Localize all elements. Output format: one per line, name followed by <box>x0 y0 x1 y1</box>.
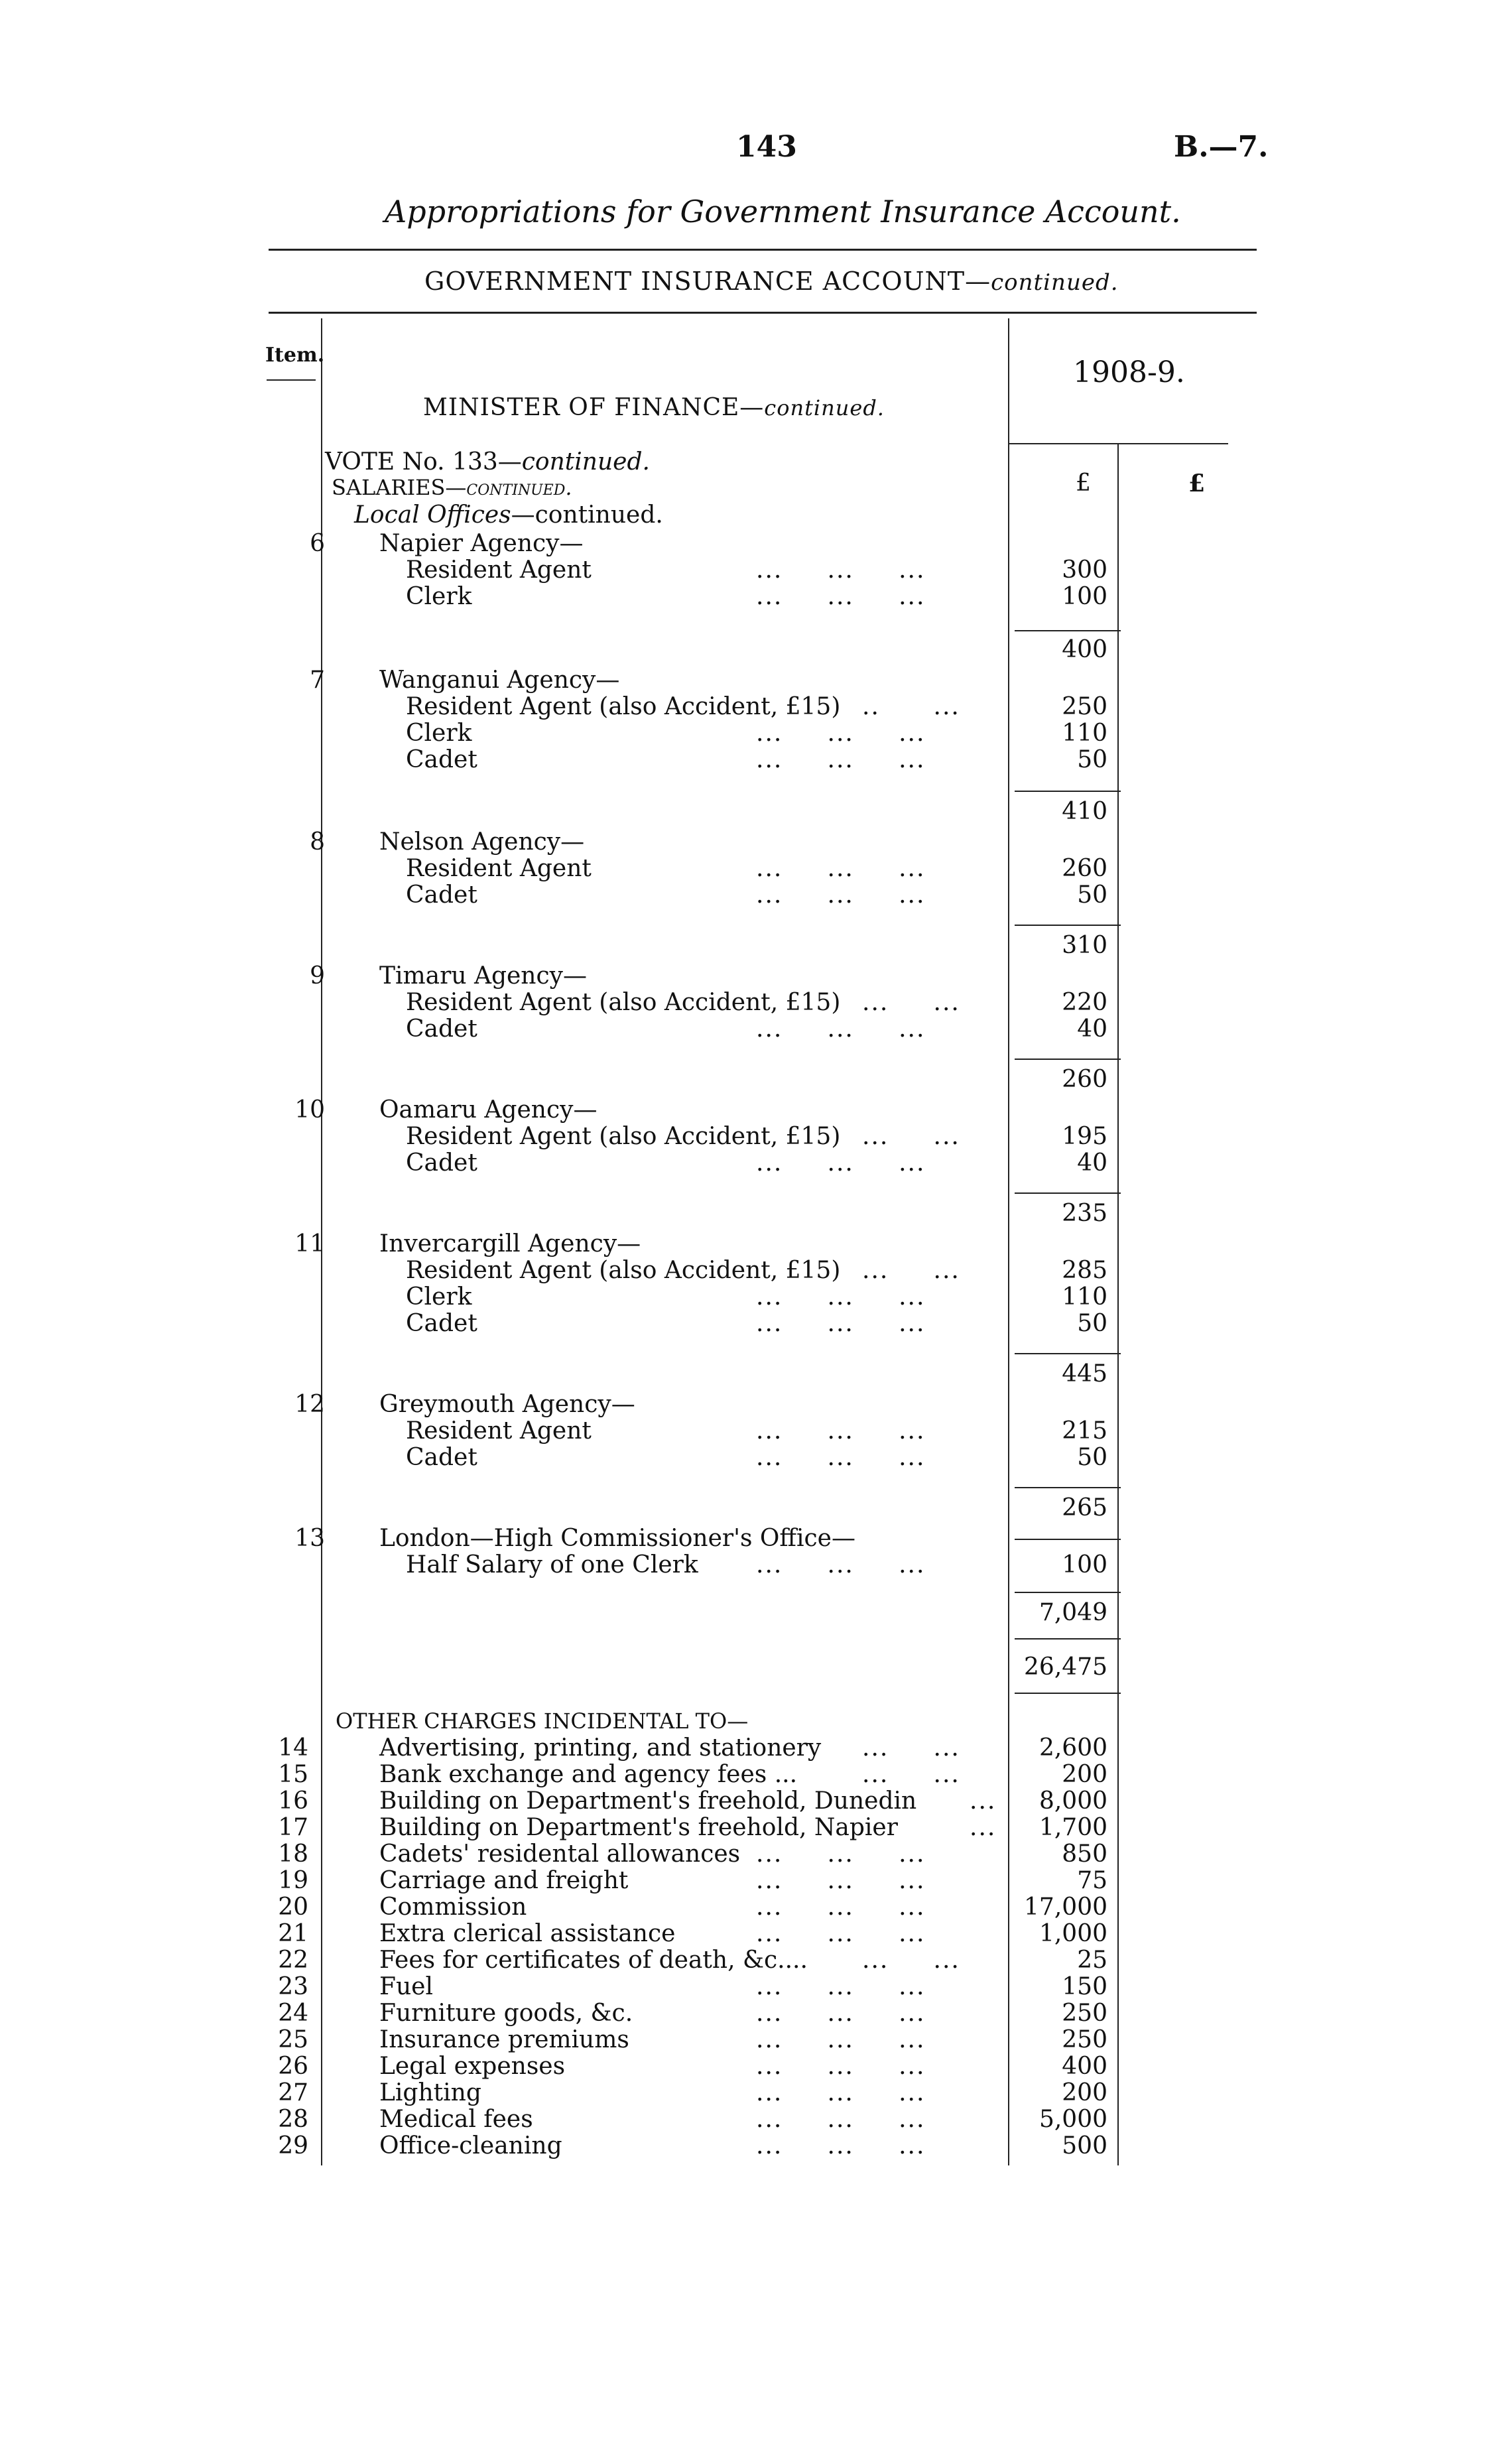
subtotal-rule <box>1015 630 1121 631</box>
row-label: Clerk <box>406 1283 472 1311</box>
charge-amount: 400 <box>1062 2053 1107 2080</box>
row-amount: 50 <box>1077 881 1107 909</box>
leader-dots: ... ... ... <box>756 855 926 882</box>
minister-heading-text: MINISTER OF FINANCE— <box>423 394 765 421</box>
row-label: Resident Agent (also Accident, £15) <box>406 693 841 720</box>
item-number: 11 <box>294 1230 325 1257</box>
subtotal-amount: 265 <box>1062 1494 1107 1521</box>
leader-dots: ... ... ... <box>756 1551 926 1578</box>
leader-dots: ... ... ... <box>756 1867 926 1894</box>
item-number: 20 <box>278 1894 308 1921</box>
subtotal-amount: 310 <box>1062 932 1107 959</box>
agency-name: Greymouth Agency— <box>379 1391 635 1418</box>
vote-heading-continued: continued. <box>521 448 650 476</box>
charge-label: Fuel <box>379 1973 433 2000</box>
item-number: 14 <box>278 1734 308 1762</box>
leader-dots: ... ... ... <box>756 2132 926 2159</box>
row-label: Cadet <box>406 1310 477 1337</box>
item-heading-rule <box>267 379 316 381</box>
agency-name: London—High Commissioner's Office— <box>379 1525 855 1552</box>
row-label: Resident Agent (also Accident, £15) <box>406 989 841 1016</box>
subtotal-rule <box>1015 925 1121 926</box>
leader-dots: ... ... ... <box>756 2026 926 2053</box>
salaries-heading <box>332 475 572 500</box>
leader-dots: ... ... ... <box>756 1444 926 1471</box>
item-number: 12 <box>294 1391 325 1418</box>
total-rule <box>1015 1638 1121 1640</box>
item-number: 26 <box>278 2053 308 2080</box>
leader-dots: ... ... ... <box>756 2053 926 2080</box>
other-charges-heading: OTHER CHARGES INCIDENTAL TO— <box>336 1708 749 1734</box>
row-rule <box>1015 1539 1121 1540</box>
leader-dots: ... ... ... <box>756 2106 926 2133</box>
charge-amount: 200 <box>1062 2079 1107 2106</box>
row-label: Resident Agent <box>406 855 592 882</box>
minister-heading-continued: continued. <box>764 395 885 420</box>
item-number: 6 <box>310 530 325 557</box>
leader-dots: ... ... ... <box>756 556 926 584</box>
charge-amount: 75 <box>1077 1867 1107 1894</box>
row-amount: 100 <box>1062 1551 1107 1578</box>
charge-label: Legal expenses <box>379 2053 566 2080</box>
agency-name: Invercargill Agency— <box>379 1230 641 1257</box>
charge-amount: 5,000 <box>1039 2106 1107 2133</box>
leader-dots: ... <box>970 1787 997 1815</box>
leader-dots: ... ... ... <box>756 1920 926 1947</box>
leader-dots: ... ... ... <box>756 1283 926 1311</box>
item-number: 9 <box>310 962 325 990</box>
row-label: Cadet <box>406 1149 477 1177</box>
title-rule <box>269 249 1257 251</box>
amount-column-left-divider <box>1008 318 1009 2165</box>
charge-label: Cadets' residental allowances <box>379 1840 741 1868</box>
charge-amount: 2,600 <box>1039 1734 1107 1762</box>
row-amount: 110 <box>1062 720 1107 747</box>
row-amount: 220 <box>1062 989 1107 1016</box>
charge-amount: 500 <box>1062 2132 1107 2159</box>
item-number: 29 <box>278 2132 308 2159</box>
item-number: 28 <box>278 2106 308 2133</box>
leader-dots: ... ... ... <box>756 1310 926 1337</box>
total-rule <box>1015 1693 1121 1694</box>
leader-dots: ... ... ... <box>756 746 926 773</box>
row-amount: 50 <box>1077 746 1107 773</box>
charge-amount: 8,000 <box>1039 1787 1107 1815</box>
item-number: 18 <box>278 1840 308 1868</box>
charge-amount: 250 <box>1062 2000 1107 2027</box>
charge-amount: 250 <box>1062 2026 1107 2053</box>
year-heading-rule <box>1009 443 1228 444</box>
subtotal-rule <box>1015 1059 1121 1060</box>
charge-amount: 850 <box>1062 1840 1107 1868</box>
leader-dots: ... ... ... <box>756 1840 926 1868</box>
charge-label: Fees for certificates of death, &c.... <box>379 1947 808 1974</box>
item-number: 7 <box>310 667 325 694</box>
salaries-total: 26,475 <box>1024 1653 1107 1681</box>
leader-dots: ... ... ... <box>756 720 926 747</box>
leader-dots: ... ... <box>862 1123 960 1150</box>
leader-dots: ... ... <box>862 989 960 1016</box>
item-number: 13 <box>294 1525 325 1552</box>
amount-column-right-divider <box>1117 444 1119 2165</box>
leader-dots: ... ... <box>862 1734 960 1762</box>
item-number: 24 <box>278 2000 308 2027</box>
charge-label: Furniture goods, &c. <box>379 2000 633 2027</box>
row-label: Resident Agent (also Accident, £15) <box>406 1123 841 1150</box>
leader-dots: ... ... <box>862 1257 960 1284</box>
charge-amount: 17,000 <box>1024 1894 1107 1921</box>
leader-dots: ... ... <box>862 1761 960 1788</box>
row-label: Half Salary of one Clerk <box>406 1551 698 1578</box>
salaries-heading-text: SALARIES— <box>332 475 467 500</box>
row-label: Resident Agent (also Accident, £15) <box>406 1257 841 1284</box>
charge-amount: 1,000 <box>1039 1920 1107 1947</box>
charge-label: Lighting <box>379 2079 481 2106</box>
row-label: Resident Agent <box>406 1417 592 1445</box>
charge-label: Advertising, printing, and stationery <box>379 1734 822 1762</box>
charge-label: Extra clerical assistance <box>379 1920 676 1947</box>
item-number: 8 <box>310 828 325 856</box>
row-amount: 110 <box>1062 1283 1107 1311</box>
row-amount: 40 <box>1077 1149 1107 1177</box>
agency-name: Wanganui Agency— <box>379 667 620 694</box>
charge-label: Carriage and freight <box>379 1867 629 1894</box>
total-rule <box>1015 1592 1121 1593</box>
leader-dots: ... ... ... <box>756 1894 926 1921</box>
subtotal-rule <box>1015 1487 1121 1488</box>
section-heading <box>424 267 1119 296</box>
local-offices-heading-continued: —continued. <box>511 501 663 529</box>
salaries-heading-continued: continued. <box>466 475 572 500</box>
subtotal-amount: 400 <box>1062 636 1107 663</box>
item-number: 27 <box>278 2079 308 2106</box>
row-label: Cadet <box>406 746 477 773</box>
row-amount: 195 <box>1062 1123 1107 1150</box>
item-number: 23 <box>278 1973 308 2000</box>
subtotal-amount: 235 <box>1062 1200 1107 1227</box>
vote-heading <box>325 448 650 476</box>
item-column-heading: Item. <box>265 344 325 367</box>
charge-label: Building on Department's freehold, Napier <box>379 1814 898 1841</box>
agency-name: Oamaru Agency— <box>379 1096 598 1124</box>
charge-label: Bank exchange and agency fees ... <box>379 1761 798 1788</box>
row-amount: 285 <box>1062 1257 1107 1284</box>
local-offices-heading-text: Local Offices <box>354 501 511 529</box>
year-heading: 1908-9. <box>1073 355 1185 389</box>
item-number: 21 <box>278 1920 308 1947</box>
row-amount: 300 <box>1062 556 1107 584</box>
item-number: 17 <box>278 1814 308 1841</box>
local-offices-heading <box>354 501 663 529</box>
row-amount: 100 <box>1062 583 1107 610</box>
subtotal-rule <box>1015 1353 1121 1354</box>
leader-dots: .. ... <box>862 693 960 720</box>
subtotal-amount: 410 <box>1062 798 1107 825</box>
document-reference: B.—7. <box>1174 130 1269 164</box>
charge-amount: 1,700 <box>1039 1814 1107 1841</box>
row-amount: 215 <box>1062 1417 1107 1445</box>
currency-symbol-2: £ <box>1188 470 1206 497</box>
subtotal-rule <box>1015 1192 1121 1194</box>
row-label: Clerk <box>406 720 472 747</box>
leader-dots: ... ... ... <box>756 2079 926 2106</box>
agency-name: Nelson Agency— <box>379 828 585 856</box>
row-label: Clerk <box>406 583 472 610</box>
agency-name: Timaru Agency— <box>379 962 587 990</box>
charge-label: Commission <box>379 1894 527 1921</box>
row-amount: 40 <box>1077 1015 1107 1043</box>
currency-symbol-1: £ <box>1076 470 1091 497</box>
item-number: 19 <box>278 1867 308 1894</box>
item-number: 15 <box>278 1761 308 1788</box>
leader-dots: ... ... ... <box>756 1149 926 1177</box>
subtotal-amount: 260 <box>1062 1066 1107 1093</box>
row-label: Cadet <box>406 881 477 909</box>
section-heading-text: GOVERNMENT INSURANCE ACCOUNT— <box>424 267 991 296</box>
local-offices-total: 7,049 <box>1039 1599 1107 1626</box>
leader-dots: ... ... ... <box>756 881 926 909</box>
leader-dots: ... ... ... <box>756 1973 926 2000</box>
row-label: Cadet <box>406 1015 477 1043</box>
vote-heading-text: VOTE No. 133— <box>325 448 522 476</box>
row-label: Resident Agent <box>406 556 592 584</box>
item-number: 10 <box>294 1096 325 1124</box>
section-heading-continued: continued. <box>991 269 1119 296</box>
item-number: 25 <box>278 2026 308 2053</box>
charge-label: Medical fees <box>379 2106 533 2133</box>
leader-dots: ... <box>970 1814 997 1841</box>
leader-dots: ... ... ... <box>756 583 926 610</box>
subtotal-amount: 445 <box>1062 1360 1107 1387</box>
row-amount: 50 <box>1077 1310 1107 1337</box>
row-amount: 260 <box>1062 855 1107 882</box>
leader-dots: ... ... ... <box>756 1015 926 1043</box>
page-title: Appropriations for Government Insurance Account. <box>385 194 1181 229</box>
row-amount: 250 <box>1062 693 1107 720</box>
minister-heading <box>423 394 885 421</box>
charge-label: Office-cleaning <box>379 2132 562 2159</box>
charge-label: Building on Department's freehold, Dunedin <box>379 1787 917 1815</box>
table-top-rule <box>269 312 1257 314</box>
charge-label: Insurance premiums <box>379 2026 629 2053</box>
charge-amount: 200 <box>1062 1761 1107 1788</box>
charge-amount: 25 <box>1077 1947 1107 1974</box>
leader-dots: ... ... ... <box>756 1417 926 1445</box>
item-number: 16 <box>278 1787 308 1815</box>
leader-dots: ... ... ... <box>756 2000 926 2027</box>
agency-name: Napier Agency— <box>379 530 584 557</box>
row-label: Cadet <box>406 1444 477 1471</box>
charge-amount: 150 <box>1062 1973 1107 2000</box>
row-amount: 50 <box>1077 1444 1107 1471</box>
page-number: 143 <box>736 130 797 164</box>
item-number: 22 <box>278 1947 308 1974</box>
leader-dots: ... ... <box>862 1947 960 1974</box>
subtotal-rule <box>1015 791 1121 792</box>
